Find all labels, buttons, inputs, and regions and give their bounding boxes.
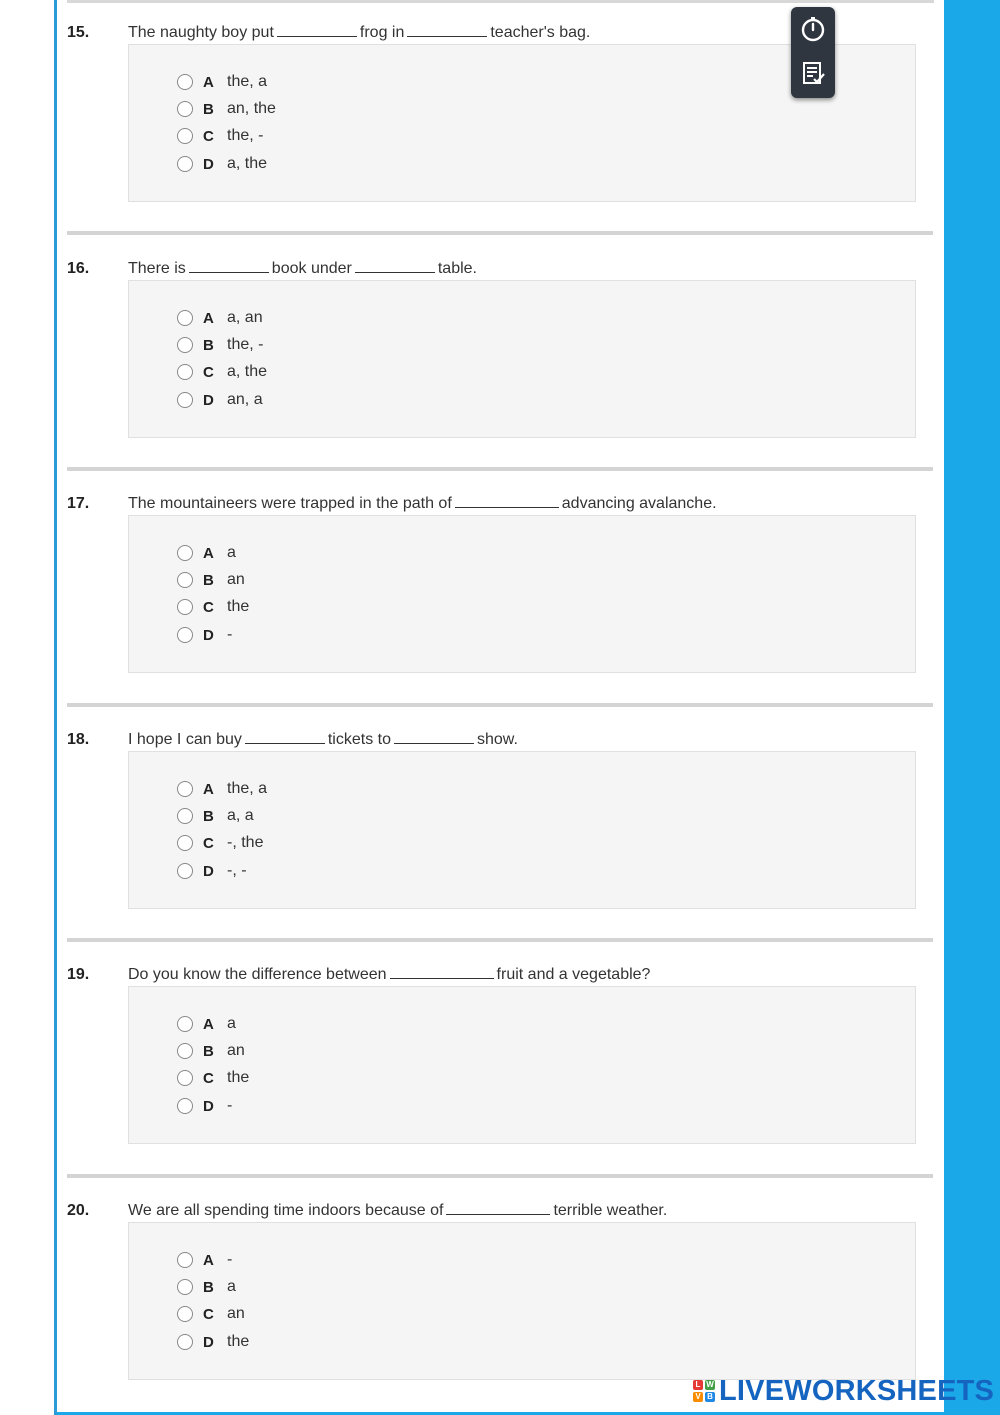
radio-button[interactable] [177, 781, 193, 797]
radio-button[interactable] [177, 599, 193, 615]
option-a[interactable]: A - [177, 1249, 232, 1271]
radio-button[interactable] [177, 392, 193, 408]
answer-blank [245, 731, 325, 744]
radio-button[interactable] [177, 545, 193, 561]
top-divider [67, 0, 934, 3]
question-text: The mountaineers were trapped in the path of advancing avalanche. [128, 495, 717, 512]
checklist-icon[interactable] [797, 57, 829, 89]
options-box [128, 1222, 916, 1380]
option-c[interactable]: C an [177, 1303, 245, 1325]
logo-mark: L W V B [693, 1380, 715, 1402]
option-a[interactable]: A the, a [177, 71, 267, 93]
option-d[interactable]: D -, - [177, 860, 247, 882]
question-text: There is book under table. [128, 260, 477, 277]
option-b[interactable]: B a [177, 1276, 236, 1298]
answer-blank [394, 731, 474, 744]
floating-toolbar [791, 7, 835, 98]
option-c[interactable]: C -, the [177, 832, 263, 854]
option-d[interactable]: D - [177, 1095, 232, 1117]
option-c[interactable]: C a, the [177, 361, 267, 383]
worksheet-page [57, 0, 944, 1412]
radio-button[interactable] [177, 74, 193, 90]
timer-icon[interactable] [797, 13, 829, 45]
option-a[interactable]: A the, a [177, 778, 267, 800]
option-b[interactable]: B an [177, 569, 245, 591]
option-b[interactable]: B a, a [177, 805, 254, 827]
radio-button[interactable] [177, 156, 193, 172]
radio-button[interactable] [177, 128, 193, 144]
radio-button[interactable] [177, 337, 193, 353]
question-text: The naughty boy put frog in teacher's bag. [128, 24, 591, 41]
options-box [128, 280, 916, 438]
radio-button[interactable] [177, 835, 193, 851]
question-number: 20. [67, 1202, 90, 1219]
radio-button[interactable] [177, 310, 193, 326]
answer-blank [446, 1202, 550, 1215]
answer-blank [355, 260, 435, 273]
left-margin [0, 0, 56, 1415]
option-b[interactable]: B the, - [177, 334, 263, 356]
question-number: 17. [67, 495, 90, 512]
question-divider [67, 467, 933, 471]
radio-button[interactable] [177, 1306, 193, 1322]
question-divider [67, 938, 933, 942]
radio-button[interactable] [177, 627, 193, 643]
options-box [128, 986, 916, 1144]
radio-button[interactable] [177, 1279, 193, 1295]
answer-blank [407, 24, 487, 37]
option-d[interactable]: D an, a [177, 389, 263, 411]
question-text: We are all spending time indoors because of terrible weather. [128, 1202, 668, 1219]
question-number: 15. [67, 24, 90, 41]
question-number: 18. [67, 731, 90, 748]
answer-blank [277, 24, 357, 37]
options-box [128, 515, 916, 673]
option-a[interactable]: A a [177, 1013, 236, 1035]
option-a[interactable]: A a, an [177, 307, 263, 329]
option-d[interactable]: D the [177, 1331, 249, 1353]
option-c[interactable]: C the [177, 596, 249, 618]
radio-button[interactable] [177, 808, 193, 824]
radio-button[interactable] [177, 1334, 193, 1350]
question-number: 19. [67, 966, 90, 983]
radio-button[interactable] [177, 1098, 193, 1114]
question-divider [67, 1174, 933, 1178]
liveworksheets-logo [693, 1374, 994, 1408]
radio-button[interactable] [177, 1252, 193, 1268]
brand-name: LIVEWORKSHEETS [719, 1374, 995, 1407]
answer-blank [189, 260, 269, 273]
radio-button[interactable] [177, 1070, 193, 1086]
question-divider [67, 231, 933, 235]
radio-button[interactable] [177, 364, 193, 380]
radio-button[interactable] [177, 863, 193, 879]
option-a[interactable]: A a [177, 542, 236, 564]
answer-blank [390, 966, 494, 979]
radio-button[interactable] [177, 101, 193, 117]
radio-button[interactable] [177, 1016, 193, 1032]
question-number: 16. [67, 260, 90, 277]
option-d[interactable]: D a, the [177, 153, 267, 175]
option-b[interactable]: B an, the [177, 98, 276, 120]
radio-button[interactable] [177, 1043, 193, 1059]
question-text: I hope I can buy tickets to show. [128, 731, 518, 748]
option-d[interactable]: D - [177, 624, 232, 646]
question-text: Do you know the difference between fruit and a vegetable? [128, 966, 651, 983]
options-box [128, 751, 916, 909]
radio-button[interactable] [177, 572, 193, 588]
answer-blank [455, 495, 559, 508]
option-c[interactable]: C the [177, 1067, 249, 1089]
question-divider [67, 703, 933, 707]
option-c[interactable]: C the, - [177, 125, 263, 147]
option-b[interactable]: B an [177, 1040, 245, 1062]
